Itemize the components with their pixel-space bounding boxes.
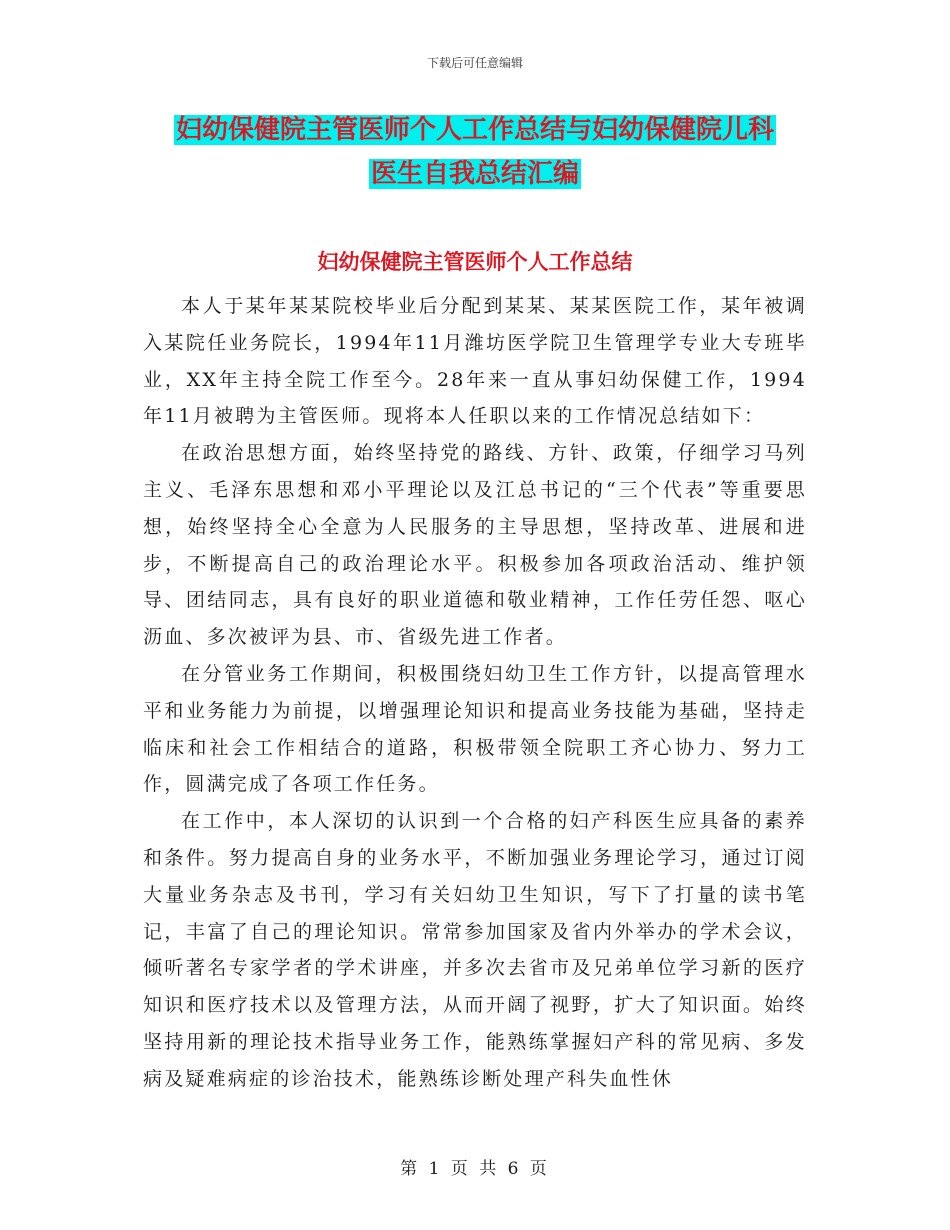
paragraph: 本人于某年某某院校毕业后分配到某某、某某医院工作，某年被调入某院任业务院长，1994年11月潍坊医学院卫生管理学专业大专班毕业，XX年主持全院工作至今。28年来一直从事妇幼保健工作，1994年11月被聘为主管医师。现将本人任职以来的工作情况总结如下： <box>143 295 807 428</box>
paragraph: 在工作中，本人深切的认识到一个合格的妇产科医生应具备的素养和条件。努力提高自身的业务水平，不断加强业务理论学习，通过订阅大量业务杂志及书刊，学习有关妇幼卫生知识，写下了打量的读书笔记，丰富了自己的理论知识。常常参加国家及省内外举办的学术会议，倾听著名专家学者的学术讲座，并多次去省市及兄弟单位学习新的医疗知识和医疗技术以及管理方法，从而开阔了视野，扩大了知识面。始终坚持用新的理论技术指导业务工作，能熟练掌握妇产科的常见病、多发病及疑难病症的诊治技术，能熟练诊断处理产科失血性休 <box>143 810 807 1090</box>
document-title <box>140 108 810 196</box>
document-title-line2: 医生自我总结汇编 <box>370 159 579 189</box>
section-title: 妇幼保健院主管医师个人工作总结 <box>317 250 633 274</box>
header-note: 下载后可任意编辑 <box>426 56 523 70</box>
body-text <box>143 288 807 1098</box>
paragraph: 在分管业务工作期间，积极围绕妇幼卫生工作方针，以提高管理水平和业务能力为前提，以增强理论知识和提高业务技能为基础，坚持走临床和社会工作相结合的道路，积极带领全院职工齐心协力、努力工作，圆满完成了各项工作任务。 <box>143 662 807 796</box>
paragraph: 在政治思想方面，始终坚持党的路线、方针、政策，仔细学习马列主义、毛泽东思想和邓小平理论以及江总书记的“三个代表”等重要思想，始终坚持全心全意为人民服务的主导思想，坚持改革、进展和进步，不断提高自己的政治理论水平。积极参加各项政治活动、维护领导、团结同志，具有良好的职业道德和敬业精神，工作任劳任怨、呕心沥血、多次被评为县、市、省级先进工作者。 <box>143 442 807 649</box>
document-title-line1: 妇幼保健院主管医师个人工作总结与妇幼保健院儿科 <box>175 115 774 145</box>
page-footer: 第 1 页 共 6 页 <box>400 1159 550 1179</box>
